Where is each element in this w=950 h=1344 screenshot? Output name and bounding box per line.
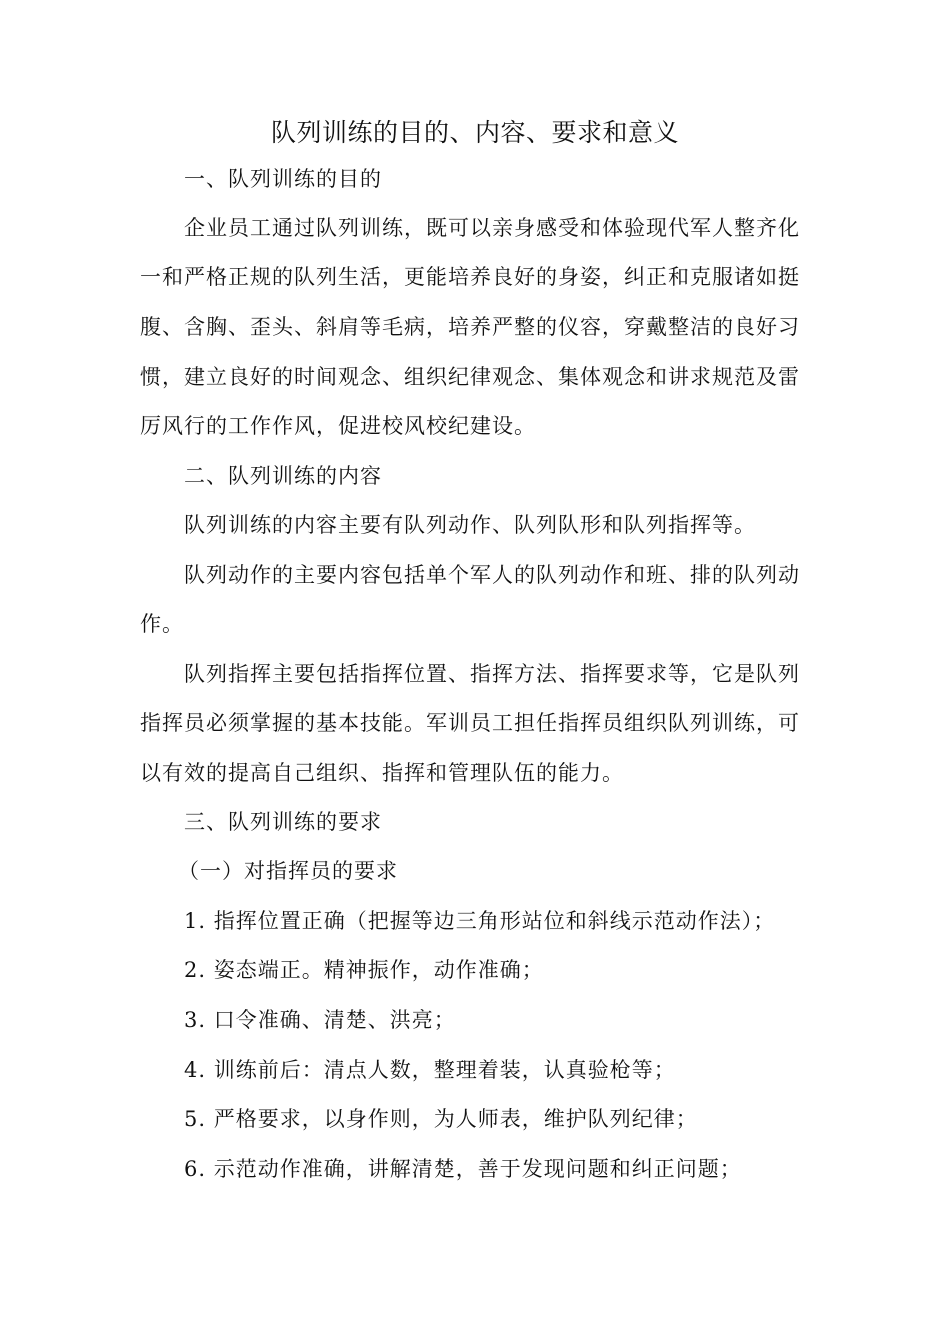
requirement-item: 2. 姿态端正。精神振作，动作准确； bbox=[184, 958, 544, 982]
section1-para-line: 腹、含胸、歪头、斜肩等毛病，培养严整的仪容，穿戴整洁的良好习 bbox=[140, 315, 800, 339]
requirement-item: 5. 严格要求，以身作则，为人师表，维护队列纪律； bbox=[184, 1107, 698, 1131]
requirement-item: 6. 示范动作准确，讲解清楚，善于发现问题和纠正问题； bbox=[184, 1157, 742, 1181]
section2-para3-line: 以有效的提高自己组织、指挥和管理队伍的能力。 bbox=[140, 761, 624, 785]
section2-para3-line: 指挥员必须掌握的基本技能。军训员工担任指挥员组织队列训练，可 bbox=[140, 711, 800, 735]
section2-heading: 二、队列训练的内容 bbox=[184, 464, 382, 488]
section2-para2-line: 队列动作的主要内容包括单个军人的队列动作和班、排的队列动 bbox=[184, 563, 800, 587]
requirement-item: 4. 训练前后：清点人数，整理着装，认真验枪等； bbox=[184, 1058, 676, 1082]
section2-para3-line: 队列指挥主要包括指挥位置、指挥方法、指挥要求等，它是队列 bbox=[184, 662, 800, 686]
section1-heading: 一、队列训练的目的 bbox=[184, 167, 382, 191]
requirement-item: 3. 口令准确、清楚、洪亮； bbox=[184, 1008, 456, 1032]
section1-para-line: 一和严格正规的队列生活，更能培养良好的身姿，纠正和克服诸如挺 bbox=[140, 265, 800, 289]
requirement-item: 1. 指挥位置正确（把握等边三角形站位和斜线示范动作法）； bbox=[184, 909, 776, 933]
section3-heading: 三、队列训练的要求 bbox=[184, 810, 382, 834]
section2-para2-line: 作。 bbox=[140, 612, 184, 636]
section3-subheading: （一）对指挥员的要求 bbox=[178, 859, 398, 883]
section2-para1: 队列训练的内容主要有队列动作、队列队形和队列指挥等。 bbox=[184, 513, 756, 537]
document-title: 队列训练的目的、内容、要求和意义 bbox=[270, 118, 679, 147]
section1-para-line: 厉风行的工作作风，促进校风校纪建设。 bbox=[140, 414, 536, 438]
section1-para-line: 企业员工通过队列训练，既可以亲身感受和体验现代军人整齐化 bbox=[184, 216, 800, 240]
section1-para-line: 惯，建立良好的时间观念、组织纪律观念、集体观念和讲求规范及雷 bbox=[140, 365, 800, 389]
